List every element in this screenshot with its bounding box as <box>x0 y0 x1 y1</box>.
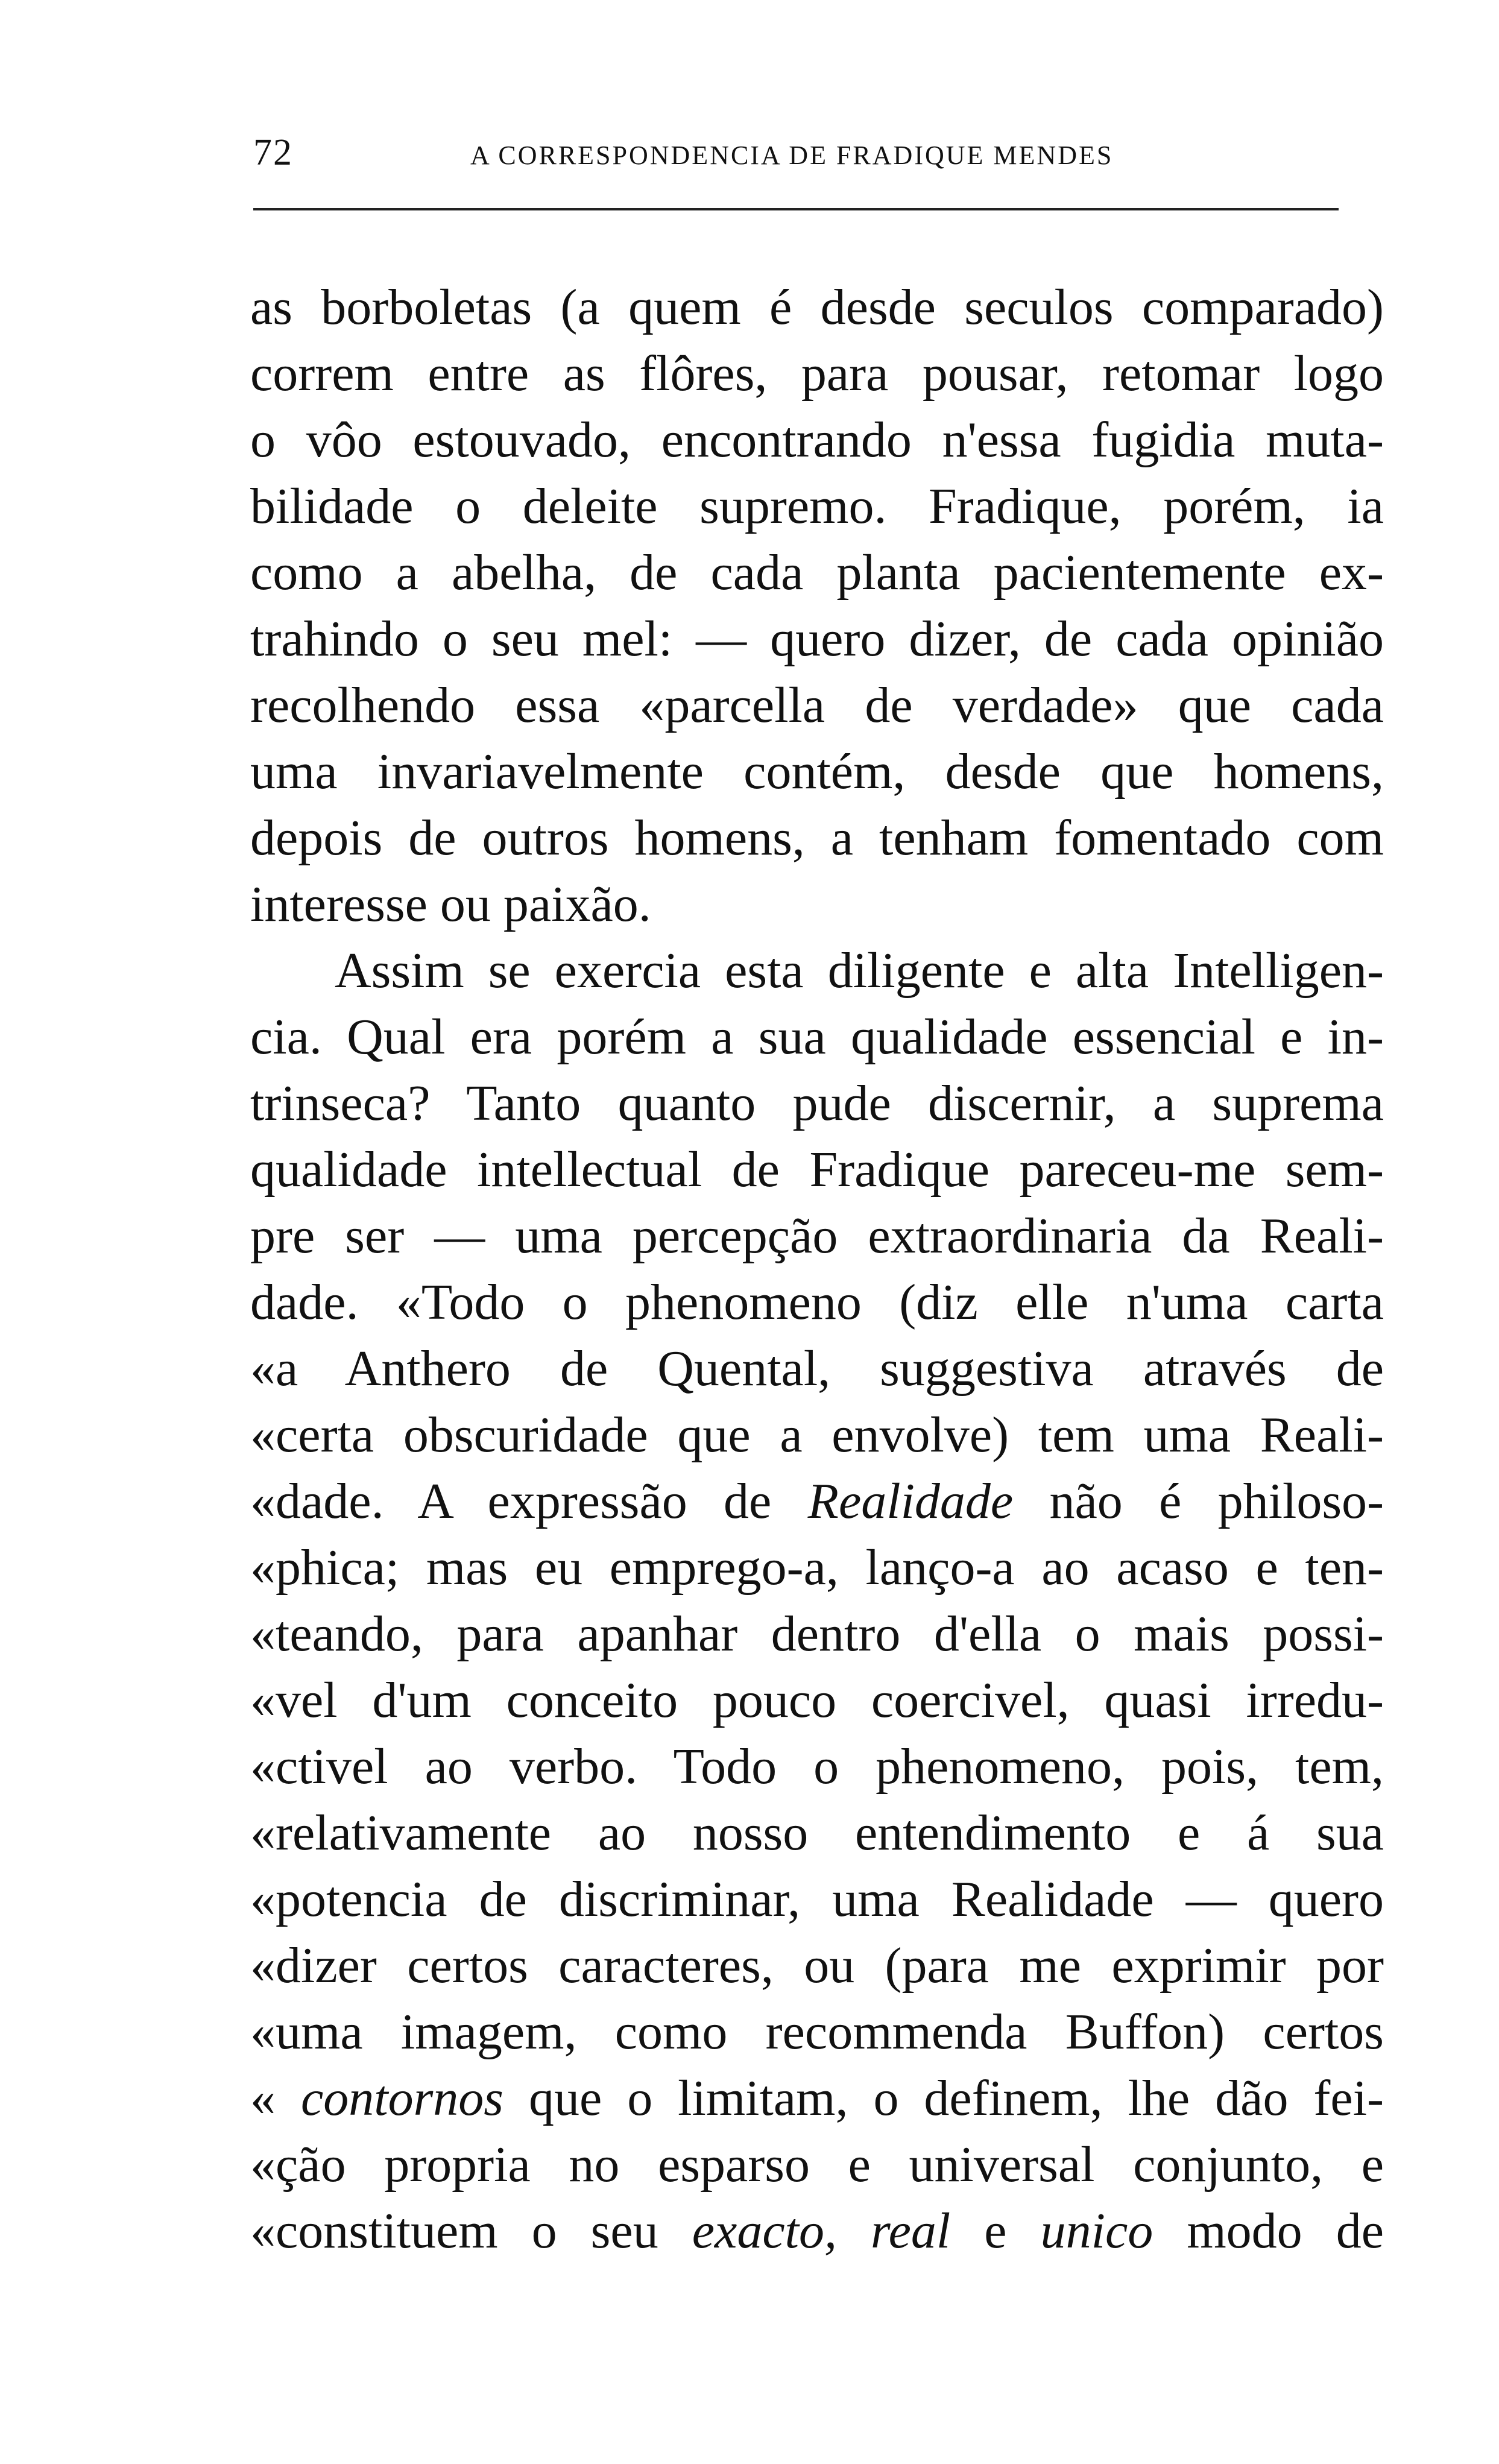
text-line: «ctivel ao verbo. Todo o phenomeno, pois, tem, <box>250 1739 1384 1795</box>
text-line <box>250 1468 1384 1535</box>
text-line: as borboletas (a quem é desde seculos comparado) <box>250 279 1384 335</box>
running-head <box>253 127 1375 193</box>
text-line: pre ser — uma percepção extraordinaria da Reali- <box>250 1208 1384 1264</box>
text-segment: e <box>984 2203 1007 2259</box>
text-segment: «dade. A expressão de <box>250 1473 772 1529</box>
text-line: recolhendo essa «parcella de verdade» que cada <box>250 677 1384 733</box>
text-line: «teando, para apanhar dentro d'ella o mais possi- <box>250 1606 1384 1662</box>
text-line: cia. Qual era porém a sua qualidade essencial e in- <box>250 1009 1384 1065</box>
body-text <box>250 274 1384 2264</box>
text-line: Assim se exercia esta diligente e alta Intelligen- <box>335 943 1384 999</box>
text-segment: « <box>250 2070 276 2126</box>
running-title: A CORRESPONDENCIA DE FRADIQUE MENDES <box>470 141 1114 170</box>
text-line: «uma imagem, como recommenda Buffon) certos <box>250 2004 1384 2060</box>
text-line: trinseca? Tanto quanto pude discernir, a suprema <box>250 1075 1384 1131</box>
text-line: «relativamente ao nosso entendimento e á sua <box>250 1805 1384 1861</box>
header-rule <box>253 208 1339 210</box>
text-line: como a abelha, de cada planta pacientemente ex- <box>250 545 1384 601</box>
text-line: trahindo o seu mel: — quero dizer, de cada opinião <box>250 611 1384 667</box>
text-line: «a Anthero de Quental, suggestiva através de <box>250 1341 1384 1397</box>
italic-word-realidade: Realidade <box>807 1473 1014 1529</box>
text-segment: que o limitam, o definem, lhe dão fei- <box>528 2070 1384 2126</box>
text-line: qualidade intellectual de Fradique pareceu-me sem- <box>250 1142 1384 1198</box>
page-number: 72 <box>253 132 293 173</box>
text-line: «certa obscuridade que a envolve) tem uma Reali- <box>250 1407 1384 1463</box>
italic-word-contornos: contornos <box>300 2070 503 2126</box>
italic-word-unico: unico <box>1040 2203 1153 2259</box>
text-line: interesse ou paixão. <box>250 876 651 932</box>
text-line: «ção propria no esparso e universal conjunto, e <box>250 2137 1384 2193</box>
text-line: uma invariavelmente contém, desde que homens, <box>250 744 1384 800</box>
text-segment: não é philoso- <box>1049 1473 1384 1529</box>
text-line <box>250 2065 1384 2132</box>
text-line: dade. «Todo o phenomeno (diz elle n'uma carta <box>250 1274 1384 1330</box>
text-line: o vôo estouvado, encontrando n'essa fugidia muta- <box>250 412 1384 468</box>
text-line: bilidade o deleite supremo. Fradique, porém, ia <box>250 478 1384 534</box>
text-line: «dizer certos caracteres, ou (para me exprimir por <box>250 1938 1384 1994</box>
italic-words-exacto-real: exacto, real <box>692 2203 951 2259</box>
text-segment: «constituem o seu <box>250 2203 658 2259</box>
text-line: depois de outros homens, a tenham fomentado com <box>250 810 1384 866</box>
text-line: correm entre as flôres, para pousar, retomar logo <box>250 346 1384 402</box>
text-segment: modo de <box>1187 2203 1384 2259</box>
text-line: «phica; mas eu emprego-a, lanço-a ao acaso e ten- <box>250 1540 1384 1596</box>
text-line: «potencia de discriminar, uma Realidade — quero <box>250 1871 1384 1927</box>
text-line: «vel d'um conceito pouco coercivel, quasi irredu- <box>250 1672 1384 1728</box>
text-line <box>250 2198 1384 2264</box>
